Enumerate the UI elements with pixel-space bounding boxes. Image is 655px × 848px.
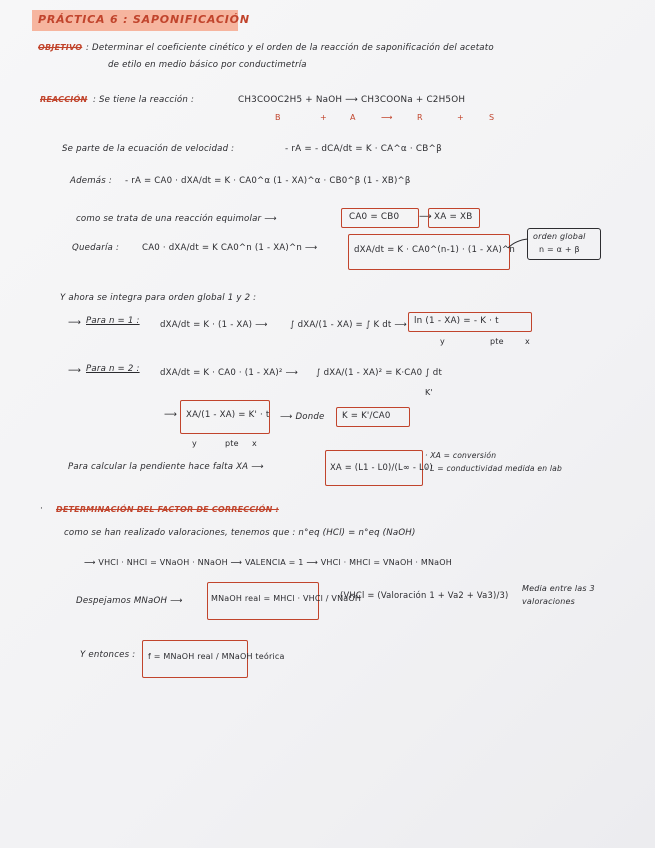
- n2-result: XA/(1 - XA) = K' · t: [186, 410, 270, 420]
- ademas-equation: - rA = CA0 · dXA/dt = K · CA0^α (1 - XA)^α · CB0^β (1 - XB)^β: [125, 176, 411, 186]
- reaction-letter: ⟶: [381, 113, 393, 122]
- reaction-letter: +: [320, 113, 327, 122]
- xa-note: · XA = conversión: [425, 451, 497, 460]
- n1-label: Para n = 1 :: [86, 316, 140, 326]
- n2-integral: ∫ dXA/(1 - XA)² = K·CA0 ∫ dt: [316, 368, 443, 378]
- factor-heading: DETERMINACIÓN DEL FACTOR DE CORRECCIÓN :: [56, 505, 279, 514]
- pendiente-text: Para calcular la pendiente hace falta XA ⟶: [68, 462, 264, 472]
- orden-global-sum: n = α + β: [539, 245, 580, 254]
- integra-text: Y ahora se integra para orden global 1 y 2 :: [60, 293, 257, 303]
- velocidad-equation: - rA = - dCA/dt = K · CA^α · CB^β: [285, 144, 442, 154]
- reaction-letter: +: [457, 113, 464, 122]
- bullet: ·: [40, 504, 44, 514]
- despejamos-text: Despejamos MNaOH ⟶: [76, 596, 183, 606]
- n1-result: ln (1 - XA) = - K · t: [414, 316, 499, 326]
- n2-equation: dXA/dt = K · CA0 · (1 - XA)² ⟶: [160, 368, 298, 378]
- l-note: · L = conductividad medida en lab: [425, 464, 563, 473]
- n1-x-label: x: [525, 337, 530, 346]
- arrow: ⟶: [68, 318, 82, 328]
- media-note-1: Media entre las 3: [522, 584, 595, 593]
- equimolar-text: como se trata de una reacción equimolar ⟶: [76, 214, 277, 224]
- reaccion-label: REACCIÓN: [40, 95, 88, 104]
- n1-equation: dXA/dt = K · (1 - XA) ⟶: [160, 320, 268, 330]
- quedaria-equation: CA0 · dXA/dt = K CA0^n (1 - XA)^n ⟶: [142, 243, 318, 253]
- quedaria-text: Quedaría :: [72, 243, 120, 253]
- rate-law-boxed: dXA/dt = K · CA0^(n-1) · (1 - XA)^n: [354, 245, 516, 255]
- reaction-letter: B: [275, 113, 281, 122]
- reaction-letter: R: [417, 113, 423, 122]
- reaction-letter: A: [350, 113, 356, 122]
- n2-donde: ⟶ Donde: [280, 412, 325, 422]
- xa-equals-xb: XA = XB: [434, 212, 473, 222]
- orden-global-label: orden global: [533, 232, 586, 241]
- reaction-equation: CH3COOC2H5 + NaOH ⟶ CH3COONa + C2H5OH: [238, 95, 466, 105]
- n1-pte-label: pte: [490, 337, 504, 346]
- arrow-to-note: [506, 236, 530, 250]
- media-note-2: valoraciones: [522, 597, 576, 606]
- ademas-text: Además :: [70, 176, 112, 186]
- xa-formula: XA = (L1 - L0)/(L∞ - L0): [330, 462, 433, 472]
- n2-label: Para n = 2 :: [86, 364, 140, 374]
- ca0-equals-cb0: CA0 = CB0: [349, 212, 400, 222]
- n2-x-label: x: [252, 439, 257, 448]
- k-relation: K = K'/CA0: [342, 411, 391, 421]
- entonces-text: Y entonces :: [80, 650, 136, 660]
- velocidad-text: Se parte de la ecuación de velocidad :: [62, 144, 235, 154]
- n2-y-label: y: [192, 439, 197, 448]
- arrow: ⟶: [164, 410, 178, 420]
- objetivo-line2: de etilo en medio básico por conductimetría: [108, 60, 307, 70]
- n1-y-label: y: [440, 337, 445, 346]
- n2-pte-label: pte: [225, 439, 239, 448]
- reaction-letter: S: [489, 113, 495, 122]
- vhcl-average: (VHCl = (Valoración 1 + Va2 + Va3)/3): [340, 590, 509, 600]
- arrow: ⟶: [68, 366, 82, 376]
- arrow: ⟶: [419, 212, 432, 222]
- objetivo-line1: : Determinar el coeficiente cinético y el orden de la reacción de saponificación del acetato: [86, 43, 494, 53]
- page-title: PRÁCTICA 6 : SAPONIFICACIÓN: [38, 13, 250, 26]
- factor-line1: como se han realizado valoraciones, tenemos que : n°eq (HCl) = n°eq (NaOH): [64, 528, 416, 538]
- n1-integral: ∫ dXA/(1 - XA) = ∫ K dt ⟶: [290, 320, 407, 330]
- objetivo-label: OBJETIVO: [38, 43, 83, 52]
- factor-f-formula: f = MNaOH real / MNaOH teórica: [148, 652, 285, 661]
- reaccion-text: : Se tiene la reacción :: [93, 95, 195, 105]
- factor-line2: ⟶ VHCl · NHCl = VNaOH · NNaOH ⟶ VALENCIA = 1 ⟶ VHCl · MHCl = VNaOH · MNaOH: [84, 558, 452, 567]
- n2-kprime: K': [425, 388, 433, 397]
- m-naoh-real-formula: MNaOH real = MHCl · VHCl / VNaOH: [211, 594, 362, 603]
